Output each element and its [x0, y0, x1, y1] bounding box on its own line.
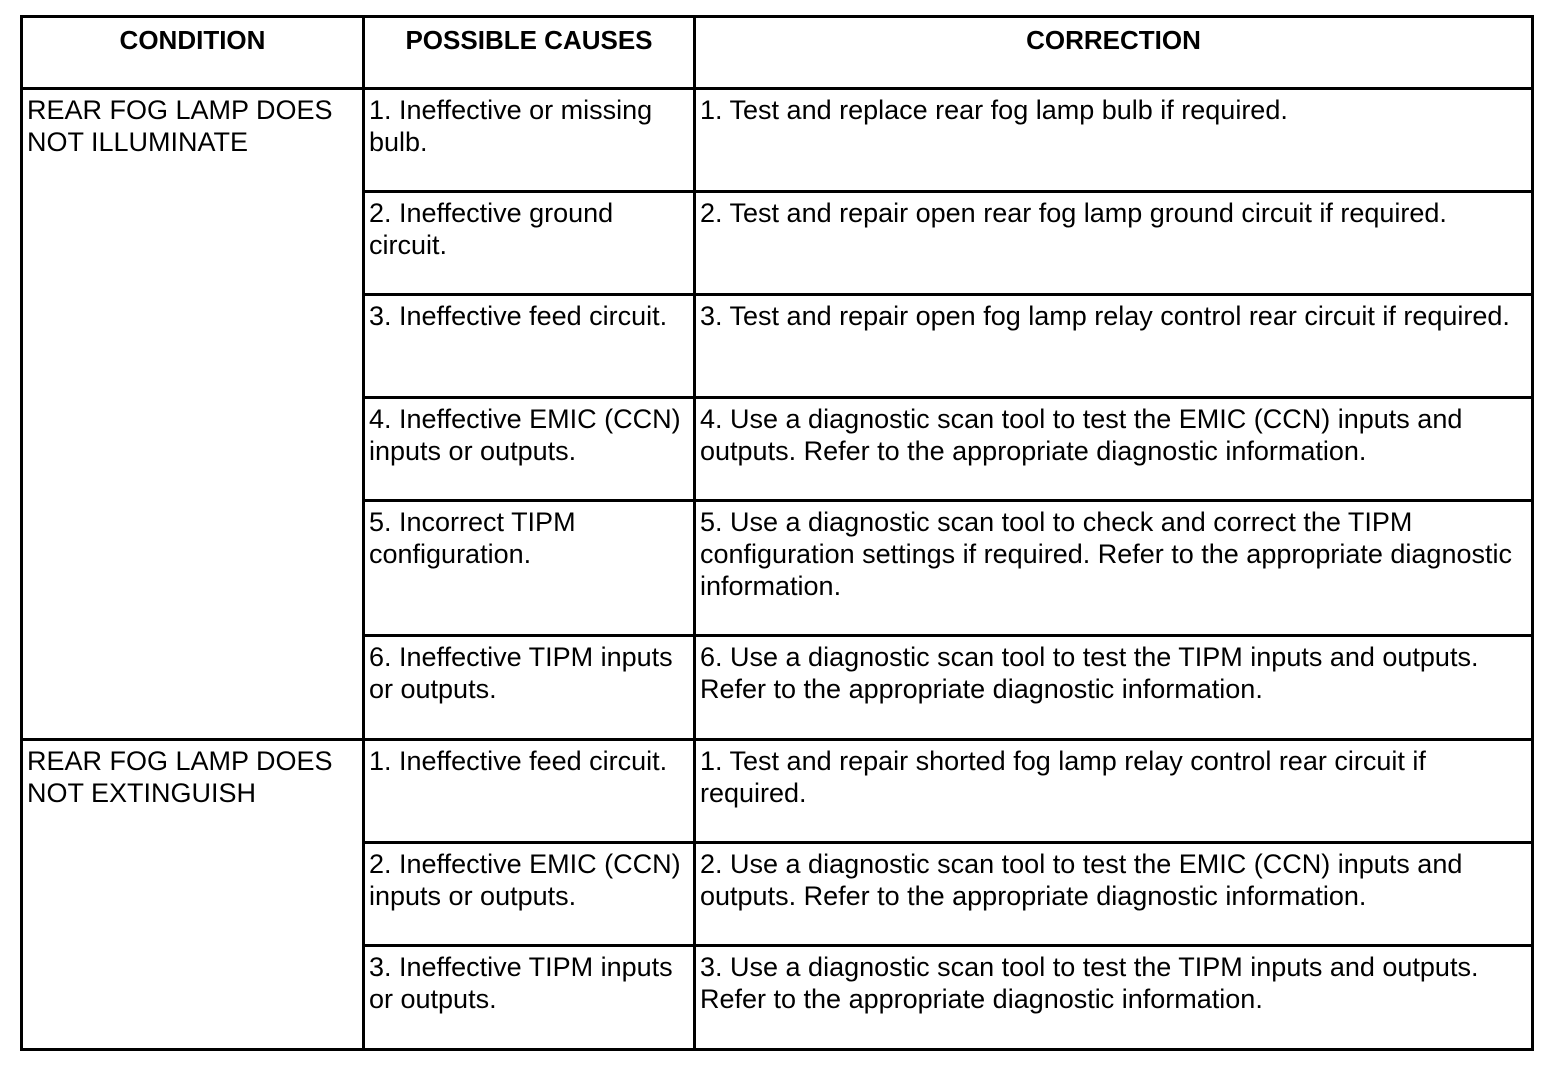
- correction-cell: 2. Test and repair open rear fog lamp ground circuit if required.: [695, 192, 1533, 295]
- correction-cell: 3. Test and repair open fog lamp relay control rear circuit if required.: [695, 295, 1533, 398]
- correction-cell: 3. Use a diagnostic scan tool to test the TIPM inputs and outputs. Refer to the appropriate diagnostic information.: [695, 946, 1533, 1050]
- table-row: [22, 89, 1533, 192]
- diagnostic-table: [20, 15, 1534, 1051]
- header-correction: CORRECTION: [695, 17, 1533, 89]
- correction-cell: 1. Test and repair shorted fog lamp relay control rear circuit if required.: [695, 740, 1533, 843]
- cause-cell: 2. Ineffective ground circuit.: [364, 192, 695, 295]
- cause-cell: 1. Ineffective or missing bulb.: [364, 89, 695, 192]
- correction-cell: 5. Use a diagnostic scan tool to check and correct the TIPM configuration settings if required. Refer to the appropriate diagnostic information.: [695, 501, 1533, 636]
- table-row: [22, 740, 1533, 843]
- correction-cell: 2. Use a diagnostic scan tool to test the EMIC (CCN) inputs and outputs. Refer to the appropriate diagnostic information.: [695, 843, 1533, 946]
- condition-cell: REAR FOG LAMP DOES NOT EXTINGUISH: [22, 740, 364, 1050]
- cause-cell: 1. Ineffective feed circuit.: [364, 740, 695, 843]
- cause-cell: 3. Ineffective TIPM inputs or outputs.: [364, 946, 695, 1050]
- correction-cell: 4. Use a diagnostic scan tool to test the EMIC (CCN) inputs and outputs. Refer to the appropriate diagnostic information.: [695, 398, 1533, 501]
- condition-cell: REAR FOG LAMP DOES NOT ILLUMINATE: [22, 89, 364, 740]
- header-possible-causes: POSSIBLE CAUSES: [364, 17, 695, 89]
- cause-cell: 2. Ineffective EMIC (CCN) inputs or outputs.: [364, 843, 695, 946]
- cause-cell: 6. Ineffective TIPM inputs or outputs.: [364, 636, 695, 740]
- cause-cell: 4. Ineffective EMIC (CCN) inputs or outputs.: [364, 398, 695, 501]
- correction-cell: 6. Use a diagnostic scan tool to test the TIPM inputs and outputs. Refer to the appropriate diagnostic information.: [695, 636, 1533, 740]
- header-row: [22, 17, 1533, 89]
- header-condition: CONDITION: [22, 17, 364, 89]
- correction-cell: 1. Test and replace rear fog lamp bulb if required.: [695, 89, 1533, 192]
- cause-cell: 5. Incorrect TIPM configuration.: [364, 501, 695, 636]
- cause-cell: 3. Ineffective feed circuit.: [364, 295, 695, 398]
